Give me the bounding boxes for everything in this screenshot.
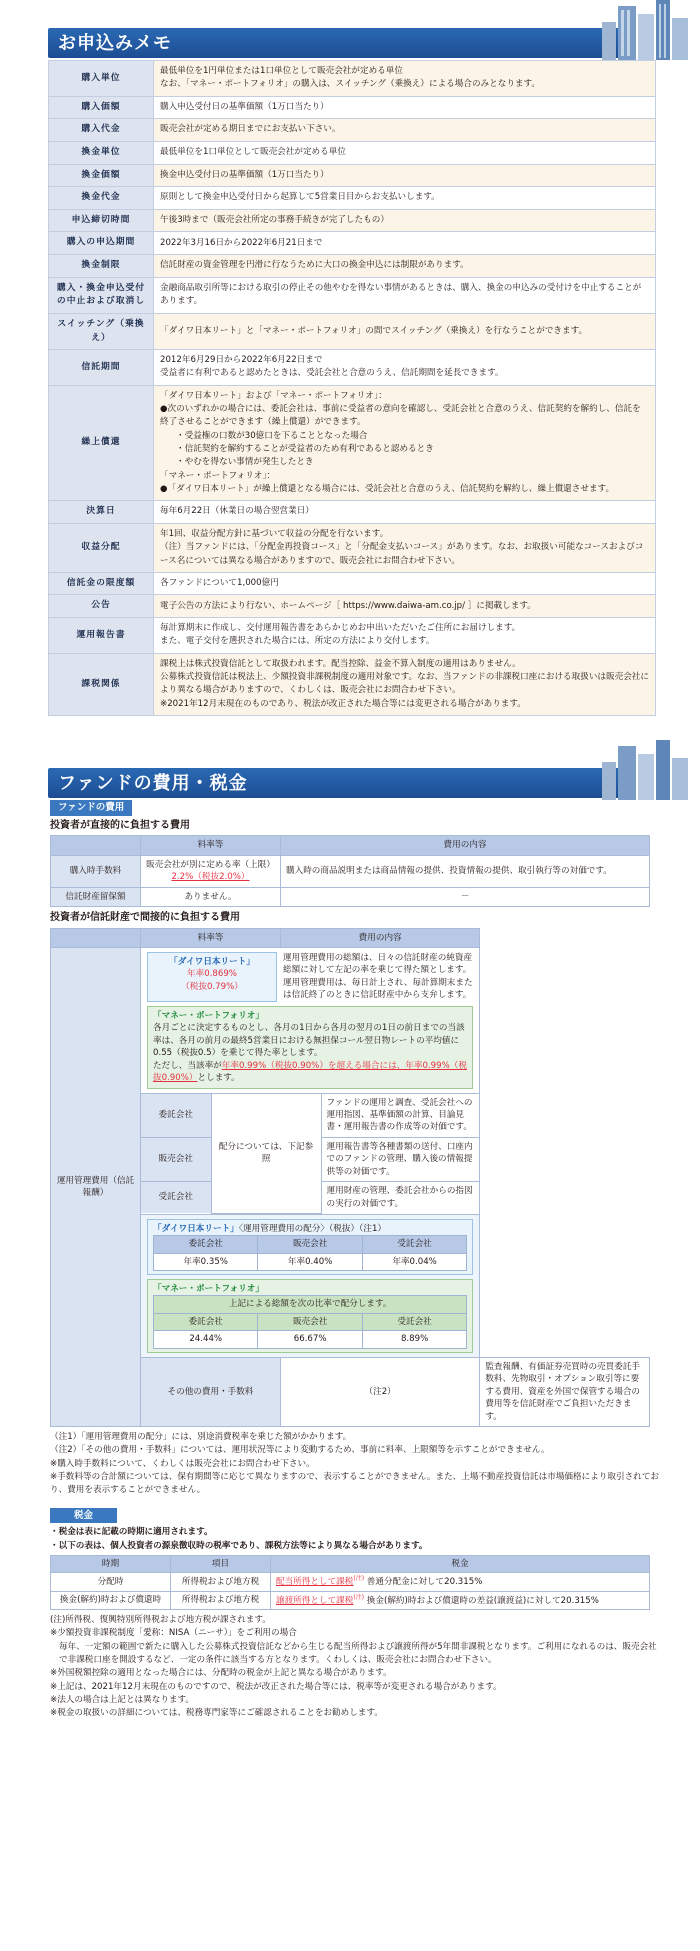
tax-sup: (注)	[353, 1575, 365, 1583]
tax-header: 税金	[271, 1556, 650, 1573]
alloc-reit-title: 「ダイワ日本リート」	[153, 1223, 239, 1234]
memo-row	[49, 255, 656, 278]
parties-cell	[141, 1093, 480, 1214]
memo-line: 購入申込受付日の基準価額（1万口当たり）	[160, 101, 329, 112]
memo-label: 購入・換金申込受付の中止および取消し	[49, 277, 154, 313]
alloc-value: 年率0.40%	[258, 1253, 362, 1270]
fee-note: （注1）「運用管理費用の配分」には、別途消費税率を乗じた額がかかります。	[50, 1432, 352, 1443]
tax-note: ※税金の取扱いの詳細については、税務専門家等にご確認されることをお勧めします。	[50, 1708, 383, 1719]
fee-notes	[50, 1431, 660, 1498]
alloc-value: 年率0.35%	[154, 1253, 258, 1270]
memo-value	[154, 501, 656, 524]
memo-row	[49, 313, 656, 349]
cost-tag: ファンドの費用	[50, 800, 132, 816]
col-rate: 料率等	[141, 836, 281, 855]
memo-value	[154, 385, 656, 501]
memo-line: 販売会社が定める期日までにお支払い下さい。	[160, 124, 341, 135]
money-desc1: 各月ごとに決定するものとし、各月の1日から各月の翌月の1日の前日までの当該率は、各月の前月の最終5営業日における無担保コール翌日物レートの平均値に0.55（税抜0.5）を乗じて得た率とします。	[153, 1023, 465, 1059]
memo-label: 購入価額	[49, 96, 154, 119]
col-content: 費用の内容	[281, 928, 480, 947]
tax-when: 分配時	[51, 1573, 171, 1591]
direct-cost-table	[50, 835, 650, 907]
memo-row	[49, 595, 656, 618]
memo-row	[49, 119, 656, 142]
tax-bullet: ・税金は表に記載の時期に適用されます。	[50, 1527, 213, 1538]
tax-note: ※法人の場合は上記とは異なります。	[50, 1694, 195, 1705]
tax-note: ※外国税額控除の適用となった場合には、分配時の税金が上記と異なる場合があります。	[50, 1668, 392, 1679]
party-desc: 運用財産の管理、委託会社からの指図の実行の対価です。	[321, 1182, 479, 1213]
memo-row	[49, 141, 656, 164]
section-title: お申込みメモ	[58, 33, 172, 54]
col-rate: 料率等	[141, 928, 281, 947]
reit-rate1: 年率0.869%	[187, 969, 237, 980]
other-fee-label: その他の費用・手数料	[141, 1357, 281, 1426]
memo-value	[154, 187, 656, 210]
memo-label: 購入単位	[49, 61, 154, 97]
memo-value	[154, 119, 656, 142]
memo-label: 信託期間	[49, 350, 154, 386]
indirect-cost-heading: 投資者が信託財産で間接的に負担する費用	[50, 912, 240, 924]
memo-label: 換金制限	[49, 255, 154, 278]
alloc-reit-heading	[153, 1223, 467, 1235]
tax-desc	[271, 1573, 650, 1591]
tax-header: 項目	[171, 1556, 271, 1573]
memo-line: ●「ダイワ日本リート」が繰上償還となる場合には、受託会社と合意のうえ、信託契約を解約し、繰上償還させます。	[160, 483, 615, 494]
party-name: 受託会社	[141, 1182, 211, 1213]
money-desc2-red: 年率0.99%（税抜0.90%）を超える場合には、年率0.99%（税抜0.90%）	[153, 1060, 467, 1084]
tax-sup: (注)	[353, 1593, 365, 1601]
tax-item: 所得税および地方税	[171, 1591, 271, 1609]
tax-tag: 税金	[50, 1508, 117, 1524]
memo-label: 公告	[49, 595, 154, 618]
memo-line: 最低単位を1口単位として販売会社が定める単位	[160, 147, 346, 158]
memo-value	[154, 523, 656, 572]
memo-line: ※2021年12月末現在のものであり、税法が改正された場合等には変更される場合があります。	[160, 698, 526, 709]
money-desc2-post: とします。	[197, 1073, 240, 1084]
memo-row	[49, 96, 656, 119]
alloc-cell	[141, 1214, 480, 1357]
memo-value	[154, 164, 656, 187]
tax-when: 換金(解約)時および償還時	[51, 1591, 171, 1609]
memo-label: 収益分配	[49, 523, 154, 572]
memo-line: 公募株式投資信託は税法上、少額投資非課税制度の適用対象です。なお、当ファンドの非課税口座における取扱いは販売会社により異なる場合がありますので、くわしくは、販売会社にお問合わせ下さい。	[160, 672, 649, 696]
memo-value	[154, 595, 656, 618]
section-title: ファンドの費用・税金	[58, 772, 248, 794]
alloc-reit-sub: 〈運用管理費用の配分〉（税抜）（注1）	[238, 1223, 387, 1234]
memo-label: 運用報告書	[49, 618, 154, 654]
alloc-money-title: 「マネー・ポートフォリオ」	[153, 1283, 264, 1294]
memo-line: ・やむを得ない事情が発生したとき	[176, 457, 314, 468]
memo-row	[49, 164, 656, 187]
alloc-value: 年率0.04%	[362, 1253, 466, 1270]
memo-value	[154, 313, 656, 349]
tax-note: (注)所得税、復興特別所得税および地方税が課されます。	[50, 1615, 271, 1626]
memo-line: 各ファンドについて1,000億円	[160, 577, 279, 588]
memo-row	[49, 653, 656, 715]
tax-red: 譲渡所得として課税	[276, 1595, 354, 1606]
memo-row	[49, 618, 656, 654]
alloc-header: 販売会社	[258, 1236, 362, 1253]
purchase-fee-content: 購入時の商品説明または商品情報の提供、投資情報の提供、取引執行等の対価です。	[281, 855, 650, 887]
purchase-fee-label: 購入時手数料	[51, 855, 141, 887]
memo-line: 「ダイワ日本リート」および「マネー・ポートフォリオ」：	[160, 390, 387, 401]
tax-note: ※上記は、2021年12月末現在のものですので、税法が改正された場合等には、税率等が変更される場合があります。	[50, 1681, 502, 1692]
memo-line: 換金申込受付日の基準価額（1万口当たり）	[160, 169, 329, 180]
memo-line: 毎計算期末に作成し、交付運用報告書をあらかじめお申出いただいたご住所にお届けします。	[160, 623, 521, 634]
memo-label: 換金代金	[49, 187, 154, 210]
tax-note: 毎年、一定額の範囲で新たに購入した公募株式投資信託などから生じる配当所得および譲渡所得が5年間非課税となります。ご利用になれるのは、販売会社で非課税口座を開設するなど、一定の条件に該当する方となります。くわしくは、販売会社にお問合わせ下さい。	[59, 1641, 657, 1666]
reit-desc: 運用管理費用の総額は、日々の信託財産の純資産総額に対して左記の率を乗じて得た額とします。運用管理費用は、毎日計上され、毎計算期末または信託終了のときに信託財産中から支弁します。	[283, 952, 473, 1001]
alloc-header: 委託会社	[154, 1313, 258, 1330]
memo-value	[154, 61, 656, 97]
memo-label: 申込締切時間	[49, 209, 154, 232]
tax-bullet: ・以下の表は、個人投資者の源泉徴収時の税率であり、課税方法等により異なる場合があります。	[50, 1540, 428, 1551]
memo-line: 2012年6月29日から2022年6月22日まで	[160, 355, 323, 366]
tax-desc	[271, 1591, 650, 1609]
memo-line: 課税上は株式投資信託として取扱われます。配当控除、益金不算入制度の適用はありません。	[160, 658, 521, 669]
tax-table	[50, 1555, 650, 1610]
fee-note: ※手数料等の合計額については、保有期間等に応じて異なりますので、表示することができません。また、上場不動産投資信託は市場価格により取引されており、費用を表示することができません。	[50, 1472, 659, 1496]
fee-note: ※購入時手数料について、くわしくは販売会社にお問合わせ下さい。	[50, 1458, 315, 1469]
alloc-header: 受託会社	[362, 1236, 466, 1253]
memo-label: 換金価額	[49, 164, 154, 187]
memo-line: ●次のいずれかの場合には、委託会社は、事前に受益者の意向を確認し、受託会社と合意のうえ、信託契約を解約し、信託を終了させることができます（繰上償還）ができます。	[160, 404, 641, 428]
party-name: 委託会社	[141, 1094, 211, 1138]
memo-value	[154, 232, 656, 255]
memo-line: （注）当ファンドには、「分配金再投資コース」と「分配金支払いコース」があります。なお、お取扱い可能なコースおよびコース名については異なる場合がありますので、販売会社にお問合わせ下さい。	[160, 542, 644, 566]
alloc-money-box	[147, 1279, 473, 1353]
memo-row	[49, 187, 656, 210]
memo-label: スイッチング（乗換え）	[49, 313, 154, 349]
memo-row	[49, 523, 656, 572]
party-name: 販売会社	[141, 1137, 211, 1181]
alloc-reit-table	[153, 1235, 467, 1271]
city-buildings-icon	[598, 0, 694, 60]
memo-row	[49, 350, 656, 386]
tax-note: ※少額投資非課税制度「愛称：NISA（ニーサ）」をご利用の場合	[50, 1628, 297, 1639]
money-desc2	[153, 1060, 467, 1085]
memo-line: ・信託契約を解約することが受益者のため有利であると認めるとき	[176, 444, 434, 454]
city-buildings-icon	[598, 740, 694, 800]
memo-line: 「ダイワ日本リート」と「マネー・ポートフォリオ」の間でスイッチング（乗換え）を行なうことができます。	[160, 325, 588, 336]
memo-line: 年1回、収益分配方針に基づいて収益の分配を行ないます。	[160, 528, 389, 539]
mgmt-fee-label: 運用管理費用（信託報酬）	[51, 947, 141, 1426]
memo-line: 信託財産の資金管理を円滑に行なうために大口の換金申込には制限があります。	[160, 260, 469, 271]
section-banner-memo	[48, 0, 664, 54]
direct-cost-heading: 投資者が直接的に負担する費用	[50, 819, 190, 831]
memo-row	[49, 232, 656, 255]
parties-table	[141, 1094, 479, 1214]
reit-name: 「ダイワ日本リート」	[169, 956, 255, 967]
memo-line: なお、「マネー・ポートフォリオ」の購入は、スイッチング（乗換え）による場合のみとなります。	[160, 79, 541, 90]
fee-note: （注2）「その他の費用・手数料」については、運用状況等により変動するため、事前に料率、上限額等を示すことができません。	[50, 1445, 550, 1456]
memo-label: 繰上償還	[49, 385, 154, 501]
memo-label: 購入代金	[49, 119, 154, 142]
memo-label: 課税関係	[49, 653, 154, 715]
retention-label: 信託財産留保額	[51, 887, 141, 906]
memo-value	[154, 350, 656, 386]
tax-bullets	[50, 1526, 660, 1553]
tax-header: 時期	[51, 1556, 171, 1573]
other-fee-rate: （注2）	[281, 1357, 480, 1426]
reit-rate-box	[147, 952, 277, 1002]
memo-line: また、電子交付を選択された場合には、所定の方法により交付します。	[160, 636, 435, 647]
memo-line: 受益者に有利であると認めたときは、受託会社と合意のうえ、信託期間を延長できます。	[160, 368, 504, 379]
memo-line: ・受益権の口数が30億口を下ることとなった場合	[176, 430, 368, 441]
party-desc: 運用報告書等各種書類の送付、口座内でのファンドの管理、購入後の情報提供等の対価です。	[321, 1137, 479, 1181]
memo-row	[49, 61, 656, 97]
memo-row	[49, 501, 656, 524]
alloc-money-table	[153, 1295, 467, 1348]
blank-header	[51, 928, 141, 947]
indirect-cost-table	[50, 928, 650, 1428]
memo-row	[49, 385, 656, 501]
alloc-header: 受託会社	[362, 1313, 466, 1330]
memo-line: 「マネー・ポートフォリオ」：	[160, 470, 276, 481]
mgmt-fee-detail	[141, 947, 480, 1093]
memo-value	[154, 255, 656, 278]
tax-red: 配当所得として課税	[276, 1577, 354, 1588]
alloc-header: 委託会社	[154, 1236, 258, 1253]
memo-line: 2022年3月16日から2022年6月21日まで	[160, 237, 323, 248]
alloc-value: 66.67%	[258, 1331, 362, 1348]
memo-line: 金融商品取引所等における取引の停止その他やむを得ない事情があるときは、購入、換金の申込みの受付けを中止することがあります。	[160, 282, 642, 307]
party-desc: ファンドの運用と調査、受託会社への運用指図、基準価額の計算、目論見書・運用報告書の作成等の対価です。	[321, 1094, 479, 1138]
retention-content: －	[281, 887, 650, 906]
money-desc2-pre: ただし、当該率が	[153, 1060, 222, 1071]
memo-row	[49, 277, 656, 313]
memo-label: 換金単位	[49, 141, 154, 164]
reit-rate2: （税抜0.79%）	[181, 981, 243, 992]
memo-table	[48, 60, 656, 716]
memo-value	[154, 277, 656, 313]
money-rate-box	[147, 1006, 473, 1089]
alloc-value: 24.44%	[154, 1331, 258, 1348]
memo-label: 購入の申込期間	[49, 232, 154, 255]
memo-line: 電子公告の方法により行ない、ホームページ［ https://www.daiwa-am.co.jp/ ］に掲載します。	[160, 600, 536, 611]
alloc-money-sub: 上記による総額を次の比率で配分します。	[154, 1296, 467, 1313]
memo-value	[154, 618, 656, 654]
memo-line: 最低単位を1円単位または1口単位として販売会社が定める単位	[160, 66, 403, 76]
tax-rest: 普通分配金に対して20.315%	[364, 1577, 483, 1588]
purchase-fee-rate	[141, 855, 281, 887]
memo-row	[49, 209, 656, 232]
memo-label: 信託金の限度額	[49, 572, 154, 595]
retention-rate: ありません。	[141, 887, 281, 906]
memo-value	[154, 653, 656, 715]
alloc-header: 販売会社	[258, 1313, 362, 1330]
memo-line: 原則として換金申込受付日から起算して5営業日目からお支払いします。	[160, 192, 440, 203]
section-banner-fees	[48, 740, 664, 794]
memo-line: 毎年6月22日（休業日の場合翌営業日）	[160, 506, 314, 517]
tax-item: 所得税および地方税	[171, 1573, 271, 1591]
col-content: 費用の内容	[281, 836, 650, 855]
memo-value	[154, 96, 656, 119]
memo-label: 決算日	[49, 501, 154, 524]
memo-line: 午後3時まで（販売会社所定の事務手続きが完了したもの）	[160, 214, 389, 225]
purchase-fee-rate-text: 販売会社が別に定める率（上限）	[146, 859, 275, 870]
memo-value	[154, 209, 656, 232]
tax-rest: 換金(解約)時および償還時の差益(譲渡益)に対して20.315%	[364, 1595, 599, 1606]
alloc-value: 8.89%	[362, 1331, 466, 1348]
money-name: 「マネー・ポートフォリオ」	[153, 1010, 264, 1021]
tax-notes	[50, 1614, 660, 1721]
memo-row	[49, 572, 656, 595]
blank-header	[51, 836, 141, 855]
memo-value	[154, 572, 656, 595]
party-rate: 配分については、下記参照	[211, 1094, 321, 1214]
memo-value	[154, 141, 656, 164]
purchase-fee-rate-red: 2.2%（税抜2.0%）	[171, 872, 250, 883]
alloc-reit-box	[147, 1219, 473, 1275]
other-fee-content: 監査報酬、有価証券売買時の売買委託手数料、先物取引・オプション取引等に要する費用、資産を外国で保管する場合の費用等を信託財産でご負担いただきます。	[480, 1357, 650, 1426]
